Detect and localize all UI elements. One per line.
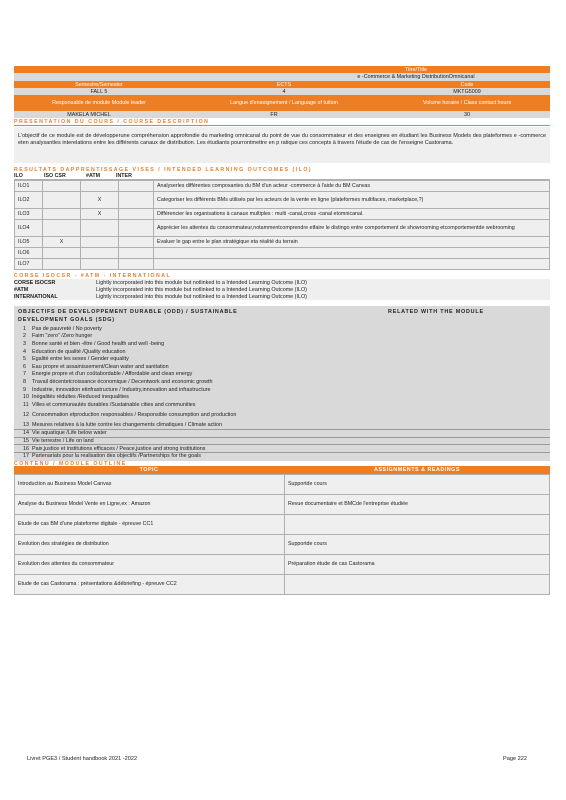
iso-row-text: Lightly incorporated into this module but notlinked to a Intended Learning Outcome (ILO) (96, 286, 307, 293)
ilo-text: Categoriser les différents BMs utilisés par les acteurs de la vente en ligne (plateformes multifaces, marketplace,?) (154, 192, 550, 209)
outline-title: CONTENU / MODULE OUTLINE (14, 461, 550, 467)
title-label-row (14, 66, 550, 73)
odd-goal-number: 13 (23, 422, 29, 429)
iso-title: CORSE ISOCSR - #ATM - INTERNATIONAL (14, 273, 172, 279)
odd-goal-number: 17 (23, 453, 29, 460)
ilo-text (154, 248, 550, 259)
ilo-iso (43, 248, 81, 259)
odd-goal-text: Education de qualité /Quality education (32, 348, 126, 355)
odd-goal-text: Egalité entre les sexes / Gender equality (32, 356, 129, 363)
outline-row (15, 574, 550, 594)
leader-value-row (14, 111, 550, 118)
odd-goal-text: Industrie, innovation etinfrastructure / Industry,innovation and infrastructure (32, 386, 211, 393)
ilo-id: ILO7 (15, 259, 43, 270)
odd-title-left2: DEVELOPMENT GOALS (SDG) (18, 317, 115, 323)
ilo-col-atm: #ATM (86, 173, 101, 179)
odd-goal-text: Eau propre et assainissement/Clean water and sanitation (32, 363, 169, 370)
semester-value-row (14, 88, 550, 95)
odd-goal (18, 422, 550, 430)
iso-row-text: Lightly incorporated into this module but notlinked to a Intended Learning Outcome (ILO) (96, 293, 307, 300)
iso-row (14, 279, 550, 286)
outline-assign (285, 514, 550, 534)
ilo-header (14, 173, 550, 180)
ilo-atm (81, 248, 119, 259)
title-value-row (14, 73, 550, 81)
outline-row (15, 494, 550, 514)
ilo-inter (119, 192, 154, 209)
outline-assign (285, 574, 550, 594)
odd-goal (18, 355, 550, 363)
iso-row (14, 293, 550, 300)
code-label: Code (460, 81, 474, 88)
outline-table (14, 474, 550, 595)
outline-col-topic: TOPIC (139, 467, 159, 473)
outline-topic: Etude de cas BM d'une plateforme digitale - épreuve CC1 (15, 514, 285, 534)
ilo-inter (119, 181, 154, 192)
outline-header (14, 467, 550, 474)
iso-row-text: Lightly incorporated into this module but notlinked to a Intended Learning Outcome (ILO) (96, 279, 307, 286)
ilo-row (15, 192, 550, 209)
ects-value: 4 (282, 88, 286, 95)
presentation-title: PRESENTATION DU COURS / COURSE DESCRIPTION (14, 118, 550, 126)
outline-row (15, 474, 550, 494)
outline-col-assign: ASSIGNMENTS & READINGS (374, 467, 460, 473)
ilo-id: ILO6 (15, 248, 43, 259)
odd-goal-text: Mesures relatives à la lutte contre les changements climatiques / Climate action (32, 422, 222, 429)
outline-topic: Analyse du Business Model Vente en Ligne,ex : Amazon (15, 494, 285, 514)
odd-goal (14, 437, 550, 445)
outline-row (15, 534, 550, 554)
odd-goal (14, 429, 550, 437)
language-value: FR (270, 111, 278, 118)
ilo-col-inter: INTER (116, 173, 132, 179)
leader-label-row (14, 95, 550, 111)
odd-goal-number: 12 (23, 412, 29, 419)
odd-goal-text: Energie propre et d'un coûtabordable / Affordable and clean energy (32, 371, 193, 378)
ilo-id: ILO1 (15, 181, 43, 192)
outline-assign: Revue documentaire et BMCde l'entreprise étudiée (285, 494, 550, 514)
outline-row (15, 514, 550, 534)
odd-goal (18, 401, 550, 409)
ilo-id: ILO5 (15, 237, 43, 248)
odd-goal (18, 378, 550, 386)
leader-value: MAKELA MICHEL (67, 111, 111, 118)
ilo-row (15, 181, 550, 192)
outline-row (15, 554, 550, 574)
odd-goal-number: 7 (23, 371, 26, 378)
odd-goal (18, 325, 550, 333)
title-label: Titre/Title (404, 66, 428, 73)
ilo-text: Apprécier les attentes du consommateur,notammentcomprendre etfaire le distingo entre comportement de showrooming etcomportementde webrooming (154, 220, 550, 237)
page-footer (27, 756, 527, 762)
odd-goal-number: 14 (23, 430, 29, 437)
ilo-iso: X (43, 237, 81, 248)
outline-topic: Etude de cas Castorama : présentations &débriefing - épreuve CC2 (15, 574, 285, 594)
module-sheet (14, 66, 550, 595)
odd-goal (18, 386, 550, 394)
odd-goal-text: Pas de pauvreté / No poverty (32, 325, 102, 332)
ilo-table (14, 180, 550, 270)
page-number: Page 222 (503, 756, 527, 762)
semester-label-row (14, 81, 550, 88)
ilo-text: Analyserles différentes composantes du BM d'un acteur -commerce à l'aide du BM Canvas (154, 181, 550, 192)
hours-value: 30 (464, 111, 470, 118)
odd-goal-text: Travail décentetcroissance économique / Decentwork and economic growth (32, 378, 213, 385)
semester-value: FALL 5 (90, 88, 108, 95)
odd-goal-text: Vie aquatique /Life below water (32, 430, 107, 437)
odd-goal-number: 3 (23, 340, 26, 347)
leader-label: Responsable de module Module leader (52, 100, 146, 106)
odd-goals-list (18, 325, 550, 460)
ilo-atm (81, 181, 119, 192)
ilo-text: Différencier les organisations à canaux multiples : multi -canal,cross -canal etomnicanal. (154, 209, 550, 220)
odd-goal-number: 15 (23, 438, 29, 445)
odd-goal-number: 10 (23, 394, 29, 401)
ilo-iso (43, 259, 81, 270)
odd-goal-number: 11 (23, 401, 29, 408)
odd-goal-text: Paix,justice et institutions efficaces / Peace,justice and strong institutions (32, 445, 206, 452)
outline-assign: Supportde cours (285, 474, 550, 494)
odd-title-right: RELATED WITH THE MODULE (388, 309, 484, 315)
ilo-iso (43, 209, 81, 220)
iso-row (14, 286, 550, 293)
ects-label: ECTS (276, 81, 292, 88)
ilo-row (15, 220, 550, 237)
outline-topic: Introduction au Business Model Canvas (15, 474, 285, 494)
ilo-text: Evaluer le gap entre le plan stratégique eta réalité du terrain (154, 237, 550, 248)
ilo-inter (119, 259, 154, 270)
ilo-col-iso: ISO CSR (44, 173, 66, 179)
iso-row-label: CORSE ISOCSR (14, 279, 56, 286)
ilo-title: RESULTATS DAPPRENTISSAGE VISES / INTENDED LEARNING OUTCOMES (ILO) (14, 167, 313, 173)
language-label: Langue d'enseignement / Language of tuition (230, 100, 338, 106)
odd-goal-text: Partenariats pour la realisation des objectifs /Partnerships for the goals (32, 453, 201, 460)
ilo-row (15, 237, 550, 248)
odd-goal-number: 4 (23, 348, 26, 355)
odd-goal-number: 9 (23, 386, 26, 393)
outline-assign: Préparation étude de cas Castorama (285, 554, 550, 574)
odd-goal (14, 444, 550, 452)
odd-goal (18, 371, 550, 379)
ilo-iso (43, 181, 81, 192)
ilo-id: ILO3 (15, 209, 43, 220)
odd-goal-text: Consommation etproduction responsables / Responsible consumption and production (32, 412, 237, 419)
ilo-col-ilo: ILO (14, 173, 23, 179)
outline-topic: Evolution des attentes du consommateur (15, 554, 285, 574)
iso-row-label: INTERNATIONAL (14, 293, 58, 300)
ilo-atm (81, 259, 119, 270)
odd-goal-text: Villes et communautés durables /Sustainable cities and communities (32, 401, 196, 408)
iso-row-label: #ATM (14, 286, 29, 293)
title-value: e -Commerce & Marketing DistributionOmnicanal (357, 74, 475, 80)
outline-assign: Supportde cours (285, 534, 550, 554)
odd-goal-number: 1 (23, 325, 26, 332)
odd-goal-number: 2 (23, 333, 26, 340)
odd-goal-number: 5 (23, 356, 26, 363)
ilo-inter (119, 248, 154, 259)
ilo-row (15, 259, 550, 270)
ilo-id: ILO4 (15, 220, 43, 237)
footer-left: Livret PGE3 / Student handbook 2021 -2022 (27, 756, 138, 762)
odd-goal (18, 333, 550, 341)
ilo-id: ILO2 (15, 192, 43, 209)
odd-goal-number: 8 (23, 378, 26, 385)
ilo-atm (81, 220, 119, 237)
odd-goal-text: Inégalités réduites /Reduced inequalities (32, 394, 129, 401)
ilo-atm: X (81, 192, 119, 209)
outline-topic: Evolution des stratégies de distribution (15, 534, 285, 554)
semester-label: Semestre/Semester (75, 81, 123, 88)
odd-goal-text: Vie terrestre / Life on land (32, 438, 94, 445)
code-value: MKTG5009 (453, 88, 481, 95)
hours-label: Volume horaire / Class contact hours (422, 100, 512, 106)
odd-goal (18, 393, 550, 401)
ilo-row (15, 248, 550, 259)
ilo-iso (43, 192, 81, 209)
odd-goal (18, 348, 550, 356)
ilo-inter (119, 237, 154, 248)
odd-goal (18, 409, 550, 422)
presentation-text: L'objectif de ce module est de développerune compréhension approfondie du marketing omnicanal du point de vue du consommateur et des enseignes en étudiant les Business Models des plateformes e -commerce eten analysantles interelations entre les différents canaux de distribution. Les étudiants pourrontmettre en p ratique ces concepts à travers l'étude de cas de l'enseigne Castorama. (14, 127, 550, 163)
ilo-atm (81, 237, 119, 248)
odd-goal-number: 16 (23, 445, 29, 452)
odd-goal-number: 6 (23, 363, 26, 370)
ilo-inter (119, 209, 154, 220)
ilo-text (154, 259, 550, 270)
ilo-inter (119, 220, 154, 237)
odd-goal (18, 363, 550, 371)
odd-goal (14, 452, 550, 460)
ilo-row (15, 209, 550, 220)
iso-rows (14, 279, 550, 300)
ilo-atm: X (81, 209, 119, 220)
odd-title-left: OBJECTIFS DE DEVELOPPEMENT DURABLE (ODD) / SUSTAINABLE (18, 309, 238, 315)
ilo-iso (43, 220, 81, 237)
odd-section (14, 306, 550, 461)
odd-goal-text: Faim "zero" /Zero hunger (32, 333, 93, 340)
odd-goal (18, 340, 550, 348)
odd-goal-text: Bonne santé et bien -être / Good health and well -being (32, 340, 165, 347)
